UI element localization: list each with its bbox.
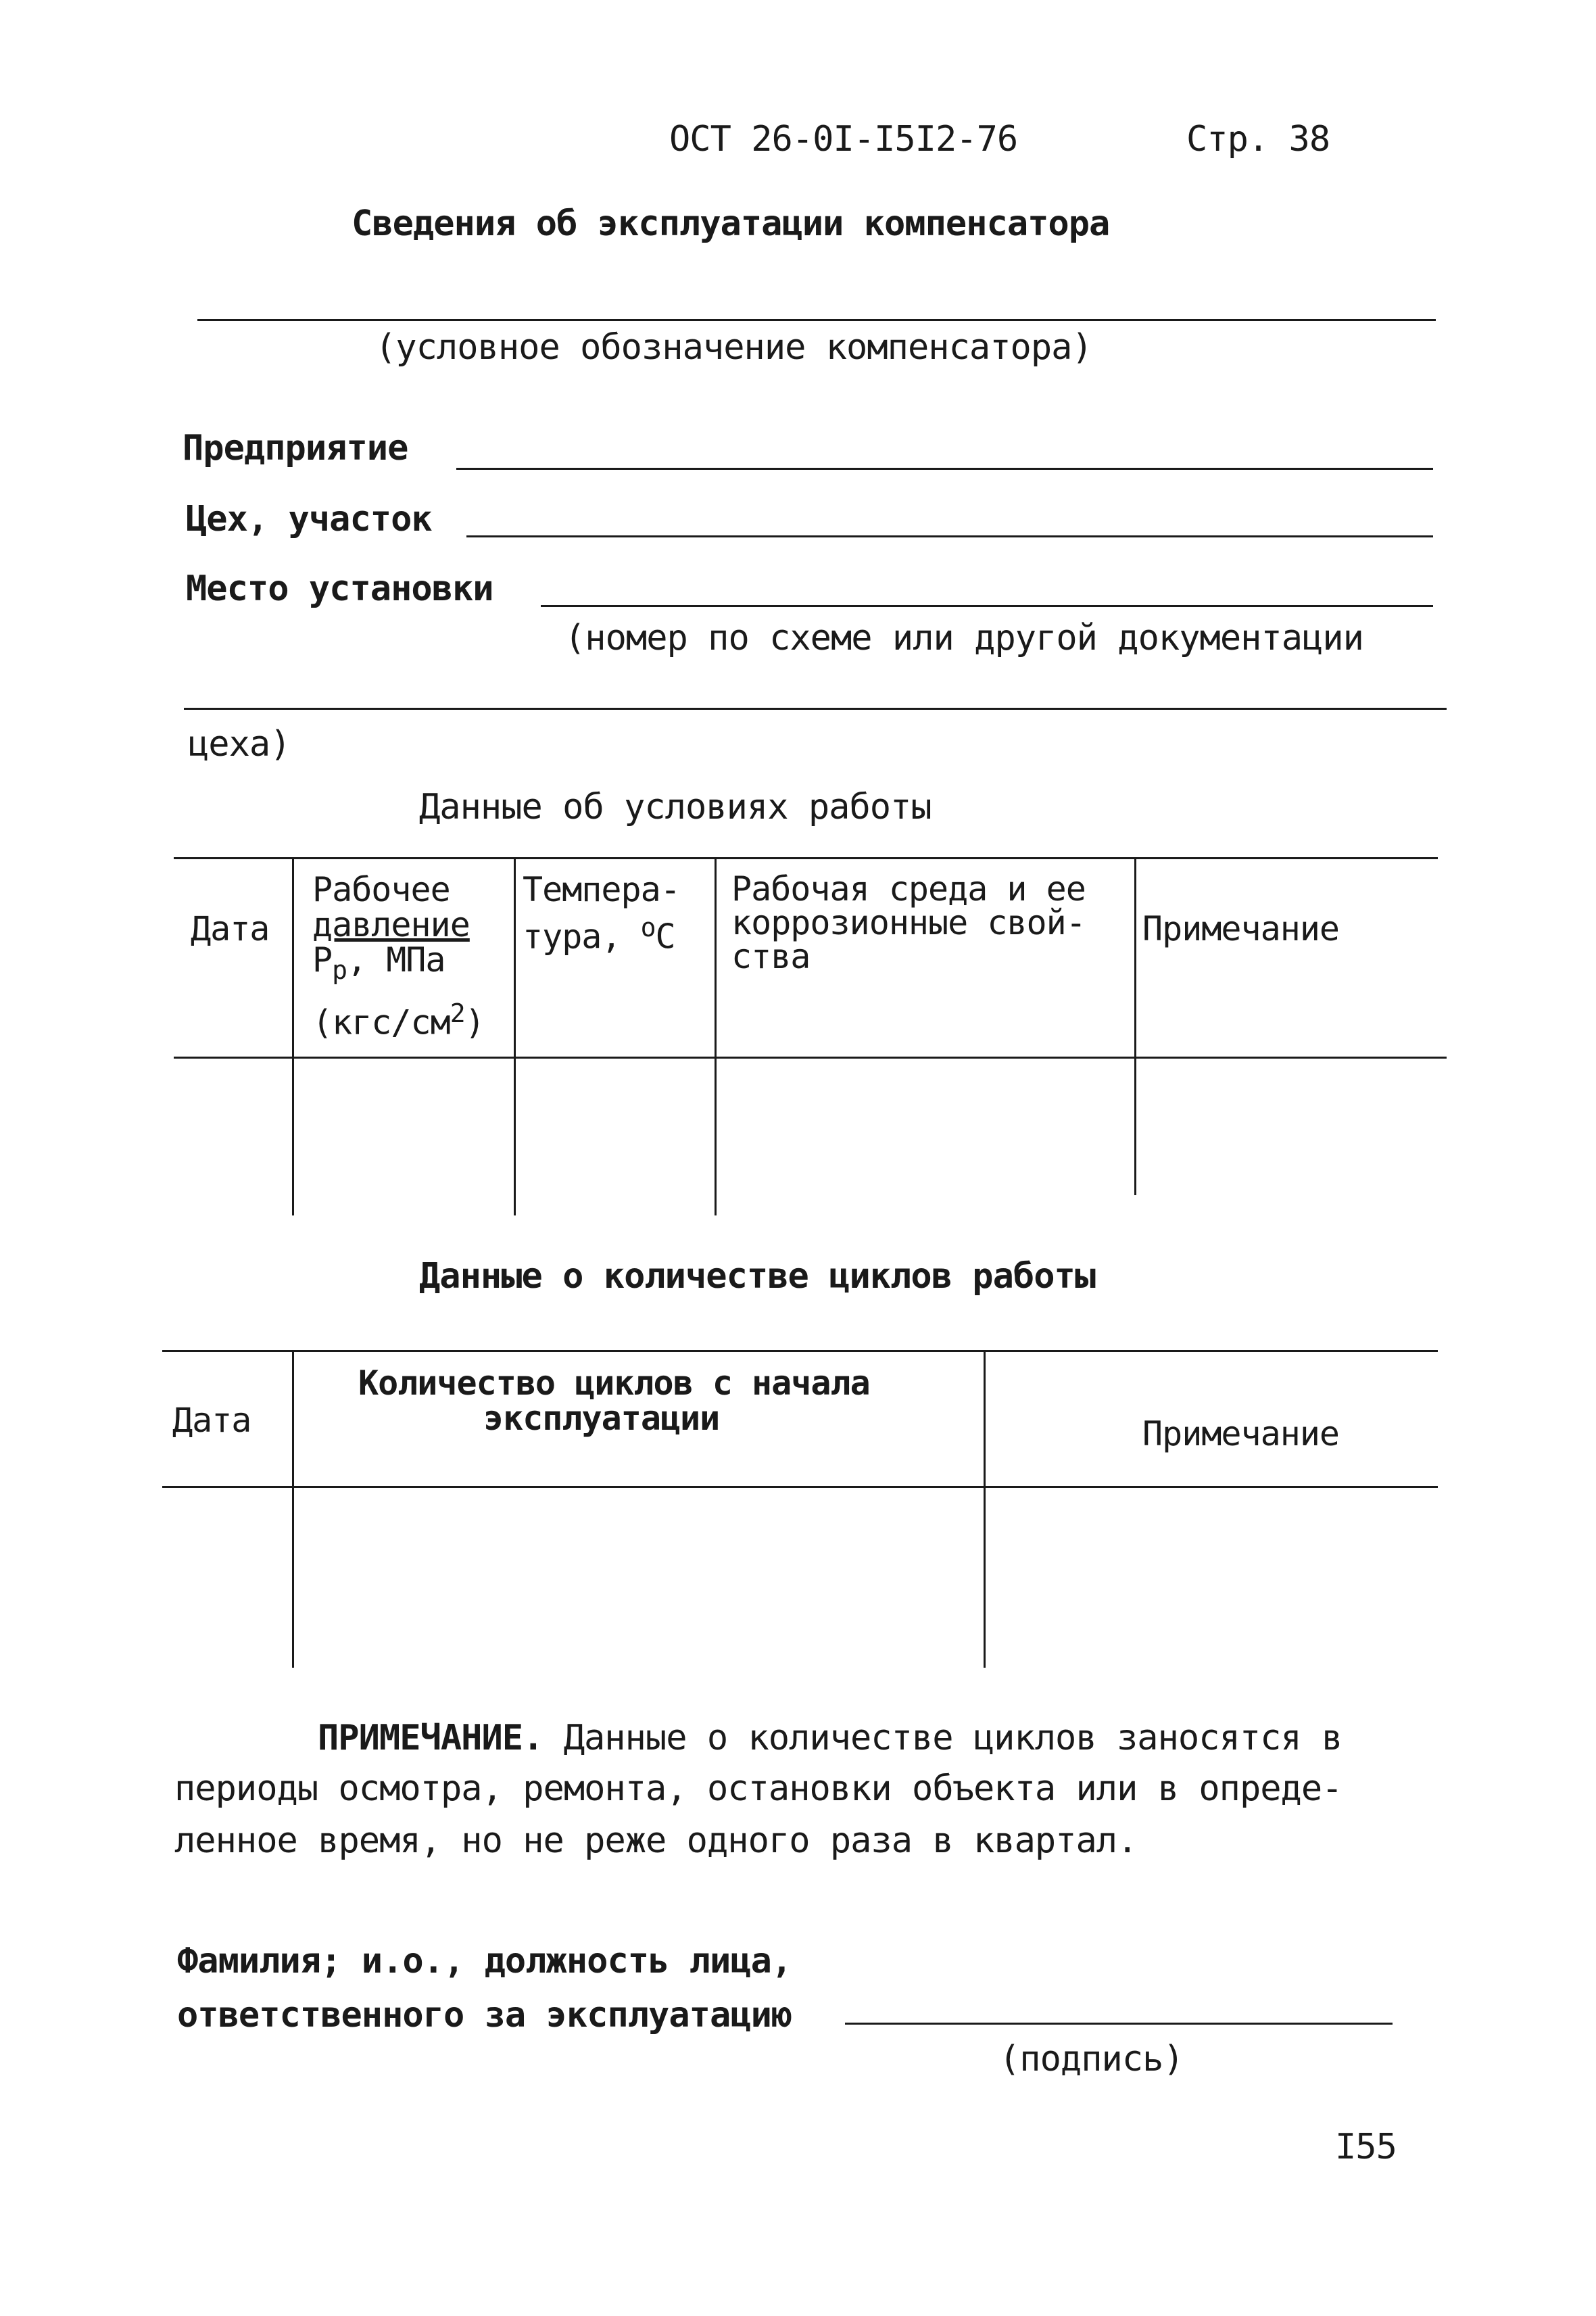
enterprise-line (456, 468, 1433, 470)
t1-pressure-line2: давление (312, 905, 470, 944)
t1-temp-line1: Темпера- (523, 870, 680, 909)
t1-header-date: Дата (191, 909, 270, 948)
workshop-label: Цех, участок (186, 499, 432, 539)
compensator-caption: (условное обозначение компенсатора) (375, 327, 1092, 368)
install-place-line (541, 605, 1433, 607)
form-title: Сведения об эксплуатации компенсатора (352, 203, 1110, 244)
install-note-2: цеха) (188, 724, 291, 765)
compensator-line (197, 319, 1436, 321)
t1-temp-line2: тура, $^о$С (523, 913, 675, 957)
remark-line-3: ленное время, но не реже одного раза в квартал. (174, 1820, 1138, 1861)
t2-header-date: Дата (172, 1401, 251, 1440)
t1-header-note: Примечание (1142, 909, 1340, 948)
t1-pressure-line4: $(кгс/см^2)$ (312, 998, 485, 1042)
page-number: I55 (1335, 2127, 1397, 2167)
t1-header-temperature (523, 872, 680, 955)
remark-label: ПРИМЕЧАНИЕ. (318, 1718, 543, 1758)
install-note-line (184, 708, 1447, 710)
t1-header-medium (731, 869, 1086, 976)
t1-header-pressure (312, 872, 485, 1040)
table2-title: Данные о количестве циклов работы (419, 1256, 1096, 1297)
doc-code: ОСТ 26-0I-I5I2-76 (669, 119, 1018, 160)
t1-medium-line3: ства (731, 937, 811, 976)
signature-line (845, 2023, 1393, 2025)
remark-line-1: ПРИМЕЧАНИЕ. Данные о количестве циклов заносятся в (318, 1718, 1343, 1758)
install-note-1: (номер по схеме или другой документации (564, 618, 1363, 658)
table1-title: Данные об условиях работы (419, 787, 932, 827)
t1-pressure-line1: Рабочее (312, 870, 450, 909)
t2-cycles-line1: Количество циклов с начала (358, 1364, 870, 1403)
page-label: Стр. 38 (1186, 119, 1330, 160)
install-place-label: Место установки (186, 569, 493, 609)
t1-pressure-line3: $P_р$, МПа (312, 940, 445, 985)
signature-line-2: ответственного за эксплуатацию (177, 1995, 792, 2035)
t2-cycles-line2: эксплуатации (483, 1399, 720, 1438)
t2-header-note: Примечание (1142, 1414, 1340, 1453)
t2-header-cycles (358, 1366, 870, 1436)
signature-line-1: Фамилия; и.о., должность лица, (177, 1941, 792, 1981)
remark-line-2: периоды осмотра, ремонта, остановки объекта или в опреде- (174, 1768, 1343, 1809)
enterprise-label: Предприятие (183, 428, 408, 468)
t1-medium-line2: коррозионные свой- (731, 903, 1086, 942)
signature-caption: (подпись) (999, 2039, 1184, 2079)
t1-medium-line1: Рабочая среда и ее (731, 869, 1086, 909)
workshop-line (466, 535, 1433, 537)
